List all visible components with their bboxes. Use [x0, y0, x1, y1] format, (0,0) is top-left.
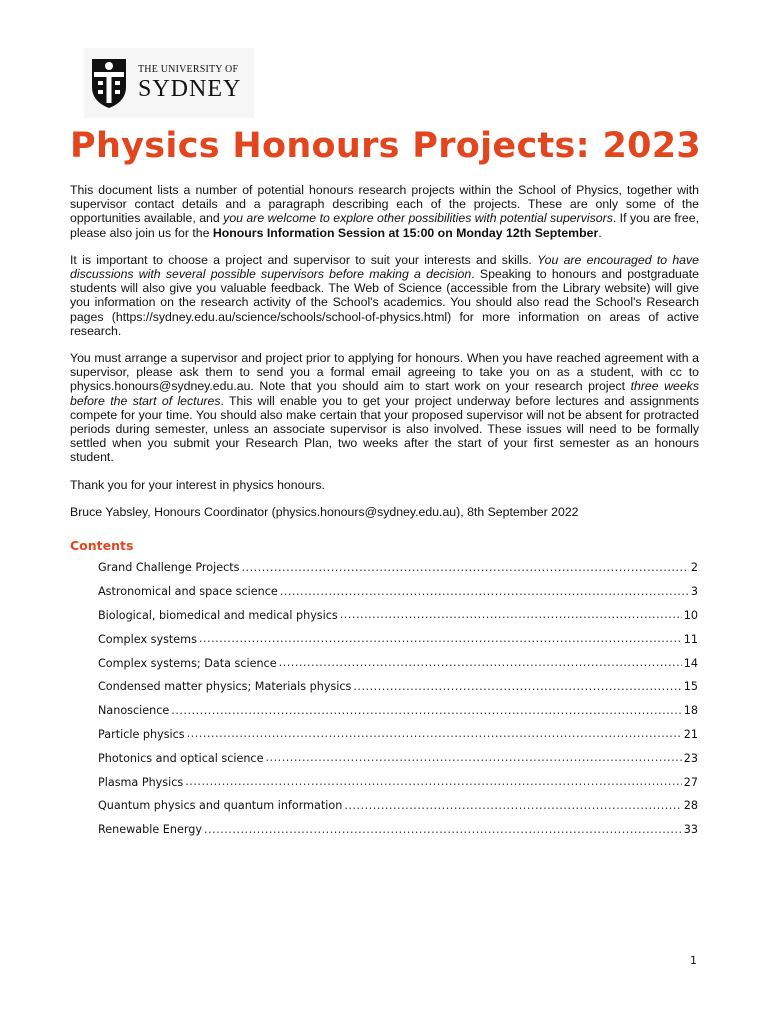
toc-leader-dots	[340, 608, 682, 622]
toc-entry[interactable]	[98, 651, 698, 675]
toc-entry-label: Complex systems; Data science	[98, 656, 277, 670]
table-of-contents	[98, 556, 698, 842]
toc-entry-page: 15	[683, 680, 698, 694]
toc-entry-page: 10	[683, 608, 698, 622]
toc-entry-page: 11	[683, 632, 698, 646]
toc-entry[interactable]	[98, 770, 698, 794]
document-body	[70, 183, 699, 532]
toc-entry[interactable]	[98, 818, 698, 842]
toc-entry[interactable]	[98, 723, 698, 747]
toc-entry-label: Quantum physics and quantum information	[98, 799, 343, 813]
choose-emphasis: You are encouraged to have discussions with several possible supervisors before making a decision	[70, 252, 699, 282]
info-session-text: Honours Information Session at 15:00 on Monday 12th September	[212, 225, 599, 240]
toc-entry-page: 3	[690, 585, 698, 599]
toc-entry[interactable]	[98, 580, 698, 604]
choose-project-paragraph	[70, 253, 699, 338]
contents-heading: Contents	[70, 538, 134, 553]
arrange-supervisor-paragraph	[70, 351, 699, 465]
toc-entry[interactable]	[98, 627, 698, 651]
choose-text: It is important to choose a project and supervisor to suit your interests and skills.	[70, 252, 538, 267]
toc-entry-page: 21	[683, 727, 698, 741]
wordmark-line1: THE UNIVERSITY OF	[138, 64, 239, 75]
toc-leader-dots	[280, 585, 689, 599]
toc-entry-label: Renewable Energy	[98, 823, 202, 837]
toc-entry-label: Biological, biomedical and medical physics	[98, 608, 338, 622]
page-number: 1	[690, 954, 697, 967]
toc-entry-page: 14	[683, 656, 698, 670]
toc-leader-dots	[199, 632, 682, 646]
toc-leader-dots	[241, 561, 688, 575]
toc-leader-dots	[187, 727, 682, 741]
toc-entry-page: 2	[690, 561, 698, 575]
toc-entry-label: Grand Challenge Projects	[98, 561, 240, 575]
toc-entry[interactable]	[98, 675, 698, 699]
intro-emphasis: you are welcome to explore other possibilities with potential supervisors	[223, 211, 613, 226]
toc-entry-label: Condensed matter physics; Materials physics	[98, 680, 352, 694]
toc-entry-label: Plasma Physics	[98, 775, 184, 789]
toc-leader-dots	[344, 799, 681, 813]
intro-text-2: . If you are free, please also join us for the	[70, 211, 699, 240]
toc-leader-dots	[265, 751, 681, 765]
choose-text-2: . Speaking to honours and postgraduate students will also give you valuable feedback. The Web of Science (accessible from the Library website) will give you information on the research activity of the School's academics. You should also read the School's Research pages (https://sydney.edu.au/science/schools/school-of-physics.html) for more information on areas of active research.	[70, 267, 699, 338]
toc-leader-dots	[353, 680, 681, 694]
toc-entry[interactable]	[98, 794, 698, 818]
intro-text-3: .	[598, 225, 602, 240]
university-wordmark	[138, 65, 241, 101]
signature-line: Bruce Yabsley, Honours Coordinator (physics.honours@sydney.edu.au), 8th September 2022	[70, 504, 579, 519]
arrange-emphasis: three weeks before the start of lectures	[70, 379, 699, 408]
toc-entry-label: Photonics and optical science	[98, 751, 264, 765]
toc-entry-label: Complex systems	[98, 632, 197, 646]
toc-leader-dots	[204, 823, 682, 837]
arrange-text-2: . This will enable you to get your project underway before lectures and assignments compete for your time. You should also make certain that your proposed supervisor will not be absent for protracted periods during semester, unless an associate supervisor is also involved. These issues will need to be formally settled when you submit your Research Plan, two weeks after the start of your first semester as an honours student.	[70, 393, 700, 465]
thanks-paragraph: Thank you for your interest in physics honours.	[70, 477, 325, 492]
toc-entry-page: 18	[683, 704, 698, 718]
toc-leader-dots	[279, 656, 682, 670]
toc-leader-dots	[185, 775, 682, 789]
arrange-text: You must arrange a supervisor and project prior to applying for honours. When you have reached agreement with a supervisor, please ask them to send you a formal email agreeing to take you on as a student, with cc to physics.honours@sydney.edu.au. Note that you should aim to start work on your research project	[70, 351, 699, 394]
toc-entry[interactable]	[98, 699, 698, 723]
university-crest-icon	[90, 57, 128, 109]
toc-entry[interactable]	[98, 556, 698, 580]
toc-entry-label: Astronomical and space science	[98, 585, 278, 599]
toc-entry[interactable]	[98, 746, 698, 770]
toc-entry-page: 23	[683, 751, 698, 765]
intro-paragraph	[70, 183, 699, 240]
toc-leader-dots	[171, 704, 681, 718]
toc-entry-page: 33	[683, 823, 698, 837]
page-title: Physics Honours Projects: 2023	[70, 126, 702, 166]
toc-entry-page: 27	[683, 775, 698, 789]
toc-entry[interactable]	[98, 604, 698, 628]
toc-entry-page: 28	[683, 799, 698, 813]
toc-entry-label: Nanoscience	[98, 704, 170, 718]
intro-text: This document lists a number of potential honours research projects within the School of Physics, together with supervisor contact details and a paragraph describing each of the projects. These are only some of the opportunities available, and	[70, 183, 699, 226]
toc-entry-label: Particle physics	[98, 727, 185, 741]
university-logo	[84, 48, 254, 118]
wordmark-line2: SYDNEY	[138, 76, 242, 102]
